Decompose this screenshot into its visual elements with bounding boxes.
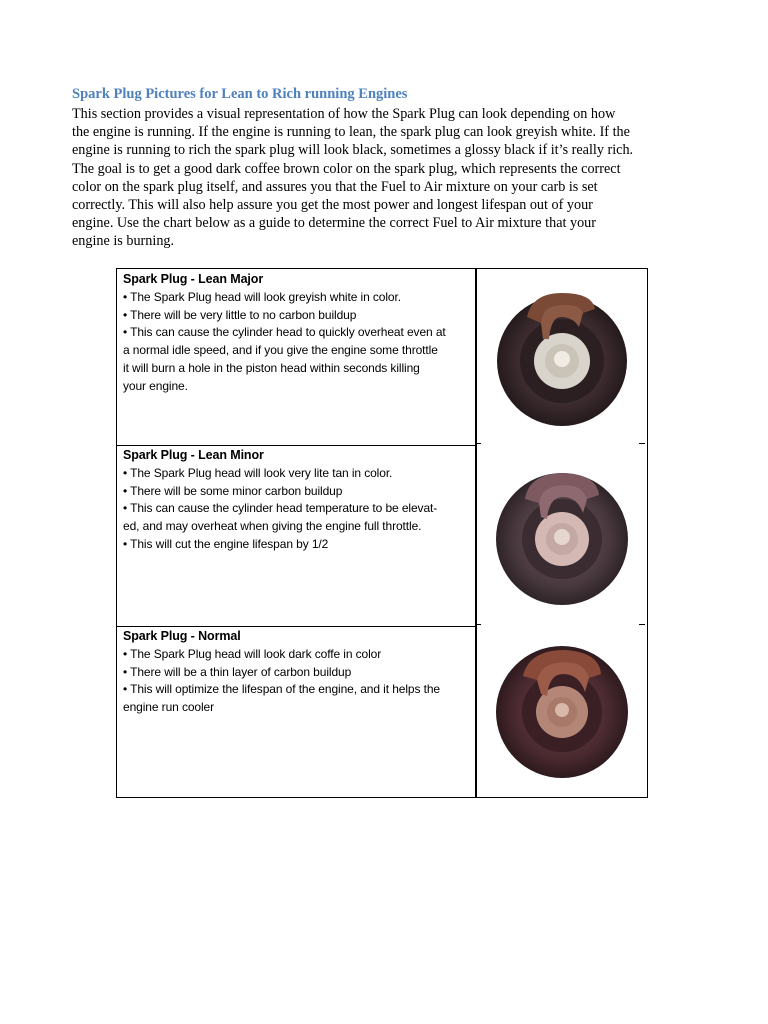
section-heading: Spark Plug Pictures for Lean to Rich running Engines xyxy=(72,86,408,102)
row-bullet: • This can cause the cylinder head temperature to be elevat- xyxy=(123,501,438,516)
spark-plug-chart-table xyxy=(116,268,648,798)
row-bullet: • This can cause the cylinder head to quickly overheat even at xyxy=(123,325,446,340)
spark-plug-lean-major-photo xyxy=(487,279,637,429)
intro-line: engine is burning. xyxy=(72,233,175,250)
row-bullet: • There will be very little to no carbon buildup xyxy=(123,307,357,322)
intro-line: color on the spark plug itself, and assures you that the Fuel to Air mixture on your carb is set xyxy=(72,178,598,195)
row-title: Spark Plug - Lean Major xyxy=(123,272,264,286)
row-bullet: • This will optimize the lifespan of the engine, and it helps the xyxy=(123,682,441,697)
row-bullet: • There will be some minor carbon buildup xyxy=(123,483,343,498)
row-bullet: • There will be a thin layer of carbon buildup xyxy=(123,664,352,679)
intro-line: correctly. This will also help assure you get the most power and longest lifespan out of your xyxy=(72,197,593,214)
row-bullet: • The Spark Plug head will look greyish white in color. xyxy=(123,289,401,304)
row-bullet: your engine. xyxy=(123,378,188,393)
row-bullet: engine run cooler xyxy=(123,700,215,715)
border-tick xyxy=(475,443,481,444)
intro-paragraph xyxy=(72,105,702,251)
row-bullet: ed, and may overheat when giving the engine full throttle. xyxy=(123,519,422,534)
row-title: Spark Plug - Normal xyxy=(123,629,241,643)
row-text-cell xyxy=(117,445,477,556)
intro-line: engine. Use the chart below as a guide to determine the correct Fuel to Air mixture that your xyxy=(72,215,596,232)
border-tick xyxy=(475,624,481,625)
row-text-cell xyxy=(117,269,477,398)
row-text-cell xyxy=(117,626,477,719)
intro-line: the engine is running. If the engine is running to lean, the spark plug can look greyish white. If the xyxy=(72,124,630,141)
intro-line: engine is running to rich the spark plug will look black, sometimes a glossy black if it’s really rich. xyxy=(72,142,634,159)
row-bullet: it will burn a hole in the piston head within seconds killing xyxy=(123,360,420,375)
spark-plug-lean-minor-photo xyxy=(487,459,637,609)
row-title: Spark Plug - Lean Minor xyxy=(123,448,264,462)
intro-line: The goal is to get a good dark coffee brown color on the spark plug, which represents the correct xyxy=(72,160,621,177)
row-bullet: • This will cut the engine lifespan by 1/2 xyxy=(123,536,329,551)
intro-line: This section provides a visual representation of how the Spark Plug can look depending on how xyxy=(72,106,616,122)
spark-plug-normal-photo xyxy=(487,634,637,784)
border-tick xyxy=(639,624,645,625)
row-bullet: • The Spark Plug head will look dark coffe in color xyxy=(123,646,382,661)
border-tick xyxy=(639,443,645,444)
table-row-normal xyxy=(117,626,477,798)
row-bullet: a normal idle speed, and if you give the engine some throttle xyxy=(123,343,438,358)
table-row-lean-minor xyxy=(117,445,477,627)
row-bullet: • The Spark Plug head will look very lite tan in color. xyxy=(123,465,393,480)
table-row-lean-major xyxy=(117,269,477,446)
